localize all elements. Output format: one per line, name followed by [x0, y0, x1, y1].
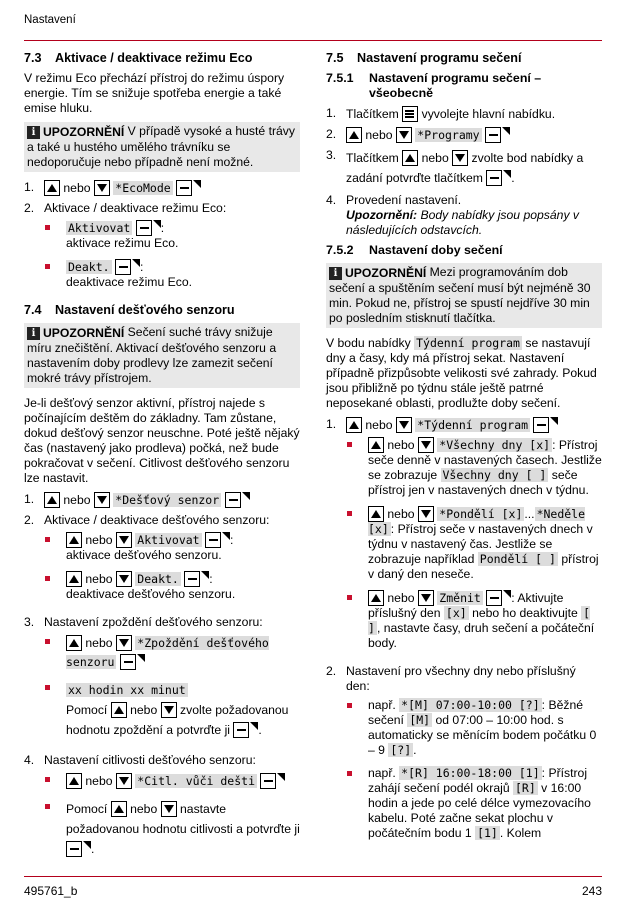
down-key-icon — [94, 492, 110, 508]
down-key-icon — [116, 773, 132, 789]
up-key-icon — [346, 417, 362, 433]
list-item: nebo *Pondělí [x] ... *Neděle [x] : Přístroj seče v nastavených dnech v týdnu v nastavený čas. Jestliže se zobrazuje například Pondělí [ ] přístroj v daný den neseče. — [346, 506, 602, 582]
down-key-icon — [418, 506, 434, 522]
press-icon — [503, 170, 511, 178]
press-icon — [242, 492, 250, 500]
press-icon — [277, 773, 285, 781]
down-key-icon — [396, 417, 412, 433]
press-icon — [201, 571, 209, 579]
up-key-icon — [66, 773, 82, 789]
list-item: 1. nebo *Dešťový senzor — [24, 492, 300, 508]
list-item: Pomocí nebo nastavte požadovanou hodnotu citlivosti a potvrďte ji . — [44, 799, 300, 859]
running-header: Nastavení — [24, 14, 76, 26]
ok-key-icon — [66, 841, 82, 857]
menu-code: *EcoMode — [115, 181, 171, 195]
ok-key-icon — [205, 532, 221, 548]
mowing-time-note: i UPOZORNĚNÍ Mezi programováním dob sečení a spuštěním sečení musí být nejméně 30 min. Pokud ne, přístroj se spustí nejdříve 30 min po posledním stisknutí tlačítka. — [326, 263, 602, 328]
press-icon — [83, 841, 91, 849]
down-key-icon — [396, 127, 412, 143]
list-item: 1. Tlačítkem vyvolejte hlavní nabídku. — [326, 106, 556, 121]
menu-key-icon — [402, 106, 418, 122]
info-icon: i — [329, 267, 342, 280]
list-item: nebo *Zpoždění dešťového senzoru — [44, 634, 300, 672]
weekly-program-paragraph: V bodu nabídky Týdenní program se nastavují dny a časy, kdy má přístroj sekat. Nastavení případně přizpůsobte velikosti své zahrady. Pokud jsou přibližně po týdnu stále ještě patrné neposekané oblasti, prodlužte doby sečení. — [326, 336, 597, 410]
program-steps — [326, 106, 602, 238]
list-item: nebo Deakt. : deaktivace dešťového senzoru. — [44, 571, 300, 602]
section-7-5-1-heading: 7.5.1 Nastavení programu sečení – všeobecně — [326, 71, 542, 100]
list-item: např. *[R] 16:00-18:00 [1] : Přístroj zahájí sečení podél okrajů [R] v 16:00 hodin a jede po celé délce vymezovacího kabelu. Poté začne sekat plochu v počátečním bodu 1 [1] . Kolem — [346, 766, 602, 841]
doc-number: 495761_b — [24, 884, 78, 898]
ok-key-icon — [120, 654, 136, 670]
list-item: 2. Aktivace / deaktivace režimu Eco: Aktivovat : aktivace režimu Eco. Deakt. : deaktivace režimu Eco. — [24, 201, 300, 298]
info-icon: i — [27, 126, 40, 139]
left-column — [24, 51, 300, 872]
down-key-icon — [418, 437, 434, 453]
up-key-icon — [111, 702, 127, 718]
press-icon — [503, 590, 511, 598]
press-icon — [132, 259, 140, 267]
ok-key-icon — [233, 722, 249, 738]
list-item: nebo *Všechny dny [x] : Přístroj seče denně v nastavených časech. Jestliže se zobrazuje Všechny dny [ ] seče přístroj jen v nastavených dnech v týdnu. — [346, 437, 602, 498]
press-icon — [193, 180, 201, 188]
up-key-icon — [44, 492, 60, 508]
section-7-5-heading: 7.5 Nastavení programu sečení — [326, 51, 522, 65]
press-icon — [250, 722, 258, 730]
section-7-4-heading: 7.4 Nastavení dešťového senzoru — [24, 303, 235, 317]
weekly-steps — [326, 417, 602, 849]
list-item: 2. nebo *Programy — [326, 127, 602, 143]
section-7-3-heading: 7.3 Aktivace / deaktivace režimu Eco — [24, 51, 253, 65]
list-item: nebo Změnit : Aktivujte příslušný den [x] nebo ho deaktivujte [ ] , nastavte časy, druh sečení a počáteční body. — [346, 590, 602, 651]
up-key-icon — [368, 506, 384, 522]
ok-key-icon — [533, 417, 549, 433]
down-key-icon — [94, 180, 110, 196]
ok-key-icon — [225, 492, 241, 508]
press-icon — [137, 654, 145, 662]
ok-key-icon — [115, 259, 131, 275]
down-key-icon — [161, 702, 177, 718]
rain-paragraph: Je-li dešťový senzor aktivní, přístroj najede s počínajícím deštěm do základny. Tam zůstane, dokud dešťový senzor neuschne. Poté ještě nějaký čas (nastavený jako prodleva) počká, než bude pokračovat v sečení. Citlivost dešťového senzoru lze nastavit. — [24, 396, 300, 485]
up-key-icon — [44, 180, 60, 196]
eco-steps — [24, 180, 300, 298]
list-item: 1. nebo *Týdenní program nebo *Všechny dny [x] : Přístroj seče denně v nastavených časech. Jestliže se zobrazuje Všechny dny [ ] seče přístroj jen v nastavených dnech v týdnu. nebo *Pondělí [x] ... *Neděle [x] : Přístroj seče v nastavených dnech v týdnu v nastavený čas. Jestliže se zobrazuje například Pondělí [ ] přístroj v daný den neseče. nebo Změnit : Aktivujte příslušný den [x] nebo ho deaktivujte [ ] , nastavte časy, druh sečení a počáteční body. — [326, 417, 602, 650]
list-item: 3. Tlačítkem nebo zvolte bod nabídky a zadání potvrďte tlačítkem . — [326, 148, 584, 185]
note-label: i UPOZORNĚNÍ — [27, 326, 124, 341]
press-icon — [550, 417, 558, 425]
eco-intro: V režimu Eco přechází přístroj do režimu úspory energie. Tím se snižuje spotřeba energie a také emise hluku. — [24, 71, 285, 115]
up-key-icon — [66, 532, 82, 548]
info-icon: i — [27, 327, 40, 340]
list-item: 1. nebo *EcoMode — [24, 180, 300, 196]
section-7-5-2-heading: 7.5.2 Nastavení doby sečení — [326, 243, 503, 257]
list-item: xx hodin xx minut Pomocí nebo zvolte požadovanou hodnotu zpoždění a potvrďte ji . — [44, 680, 300, 740]
ok-key-icon — [184, 571, 200, 587]
list-item: 4. Provedení nastavení. Upozornění: Body nabídky jsou popsány v následujících odstavcích. — [326, 193, 580, 237]
list-item: nebo *Citl. vůči dešti — [44, 772, 300, 791]
up-key-icon — [368, 590, 384, 606]
header-rule — [24, 40, 602, 41]
press-icon — [222, 532, 230, 540]
ok-key-icon — [136, 220, 152, 236]
up-key-icon — [111, 801, 127, 817]
down-key-icon — [161, 801, 177, 817]
up-key-icon — [402, 150, 418, 166]
down-key-icon — [116, 532, 132, 548]
list-item: Aktivovat : aktivace režimu Eco. — [44, 220, 300, 251]
press-icon — [153, 220, 161, 228]
press-icon — [502, 127, 510, 135]
down-key-icon — [116, 635, 132, 651]
list-item: 2. Aktivace / deaktivace dešťového senzoru: nebo Aktivovat : aktivace dešťového senzoru. nebo Deakt. : deaktivace dešťového senzoru. — [24, 513, 300, 610]
down-key-icon — [116, 571, 132, 587]
ok-key-icon — [485, 127, 501, 143]
rain-steps — [24, 492, 300, 867]
footer-rule — [24, 876, 602, 877]
ok-key-icon — [260, 773, 276, 789]
note-label: i UPOZORNĚNÍ — [27, 125, 124, 140]
page-number: 243 — [581, 884, 602, 898]
list-item: 4. Nastavení citlivosti dešťového senzoru: nebo *Citl. vůči dešti Pomocí nebo nastavte požadovanou hodnotu citlivosti a potvrďte ji . — [24, 753, 300, 867]
up-key-icon — [66, 571, 82, 587]
list-item: Deakt. : deaktivace režimu Eco. — [44, 259, 300, 290]
list-item: např. *[M] 07:00-10:00 [?] : Běžné sečení [M] od 07:00 – 10:00 hod. s automaticky se měnícím bodem počátku 0 – 9 [?] . — [346, 698, 602, 758]
down-key-icon — [418, 590, 434, 606]
ok-key-icon — [486, 590, 502, 606]
down-key-icon — [452, 150, 468, 166]
list-item: 2. Nastavení pro všechny dny nebo příslušný den: např. *[M] 07:00-10:00 [?] : Běžné sečení [M] od 07:00 – 10:00 hod. s automaticky se měnícím bodem počátku 0 – 9 [?] . např. *[R] 16:00-18:00 [1] : Přístroj zahájí sečení podél okrajů [R] v 16:00 hodin a jede po celé délce vymezovacího kabelu. Poté začne sekat plochu v počátečním bodu 1 [1] . Kolem — [326, 664, 602, 849]
list-item: nebo Aktivovat : aktivace dešťového senzoru. — [44, 532, 300, 563]
ok-key-icon — [486, 170, 502, 186]
up-key-icon — [368, 437, 384, 453]
rain-note: i UPOZORNĚNÍ Sečení suché trávy snižuje míru znečištění. Aktivací dešťového senzoru a nastavením doby prodlevy lze zamezit sečení mokré trávy přístrojem. — [24, 323, 300, 388]
up-key-icon — [66, 635, 82, 651]
right-column — [326, 51, 602, 854]
up-key-icon — [346, 127, 362, 143]
eco-note: i UPOZORNĚNÍ V případě vysoké a husté trávy a také u hustého umělého trávníku se nedoporučuje nebo případně není možné. — [24, 122, 300, 172]
ok-key-icon — [176, 180, 192, 196]
list-item: 3. Nastavení zpoždění dešťového senzoru: nebo *Zpoždění dešťového senzoru xx hodin xx minut Pomocí nebo zvolte požadovanou hodnotu zpoždění a potvrďte ji . — [24, 615, 300, 748]
note-label: i UPOZORNĚNÍ — [329, 266, 426, 281]
